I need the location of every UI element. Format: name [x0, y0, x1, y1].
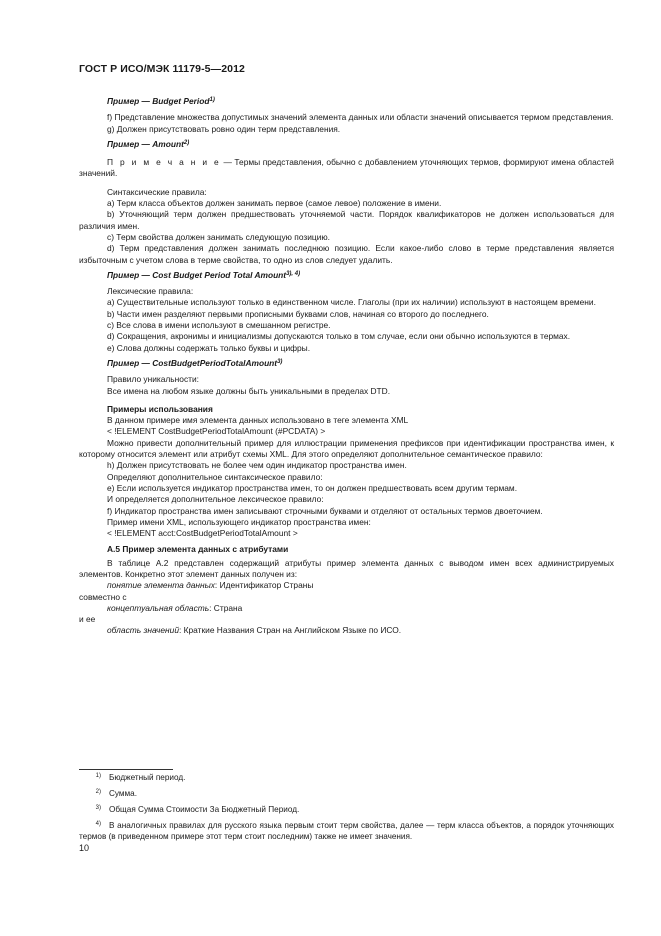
uniqueness-title: Правило уникальности: — [107, 374, 199, 385]
note: П р и м е ч а н и е — Термы представления, обычно с добавлением уточняющих термов, формируют имена областей значений. — [79, 157, 614, 179]
usage-rule-f: f) Индикатор пространства имен записывают строчными буквами и отделяют от остальных термов двоеточием. — [107, 505, 543, 516]
usage-rule-e: e) Если используется индикатор пространства имен, то он должен предшествовать всем другим термам. — [107, 482, 518, 493]
example-camelcase: Пример — CostBudgetPeriodTotalAmount$^{3)}$ — [107, 357, 283, 368]
usage-line-4: Определяют дополнительное синтаксическое правило: — [107, 471, 323, 482]
uniqueness-text: Все имена на любом языке должны быть уникальными в пределах DTD. — [107, 385, 391, 396]
section-a5-text: В таблице А.2 представлен содержащий атрибуты пример элемента данных с выводом имен всех администрируемых элементов. Конкретно этот элемент данных получен из: — [79, 557, 614, 579]
usage-rule-h: h) Должен присутствовать не более чем один индикатор пространства имен. — [107, 460, 407, 471]
lexical-rule-e: e) Слова должны содержать только буквы и цифры. — [107, 342, 311, 353]
lexical-rules-title: Лексические правила: — [107, 286, 194, 297]
lexical-rule-c: c) Все слова в имени используют в смешанном регистре. — [107, 320, 331, 331]
standard-header: ГОСТ Р ИСО/МЭК 11179-5—2012 — [79, 63, 245, 75]
footnote: 4) В аналогичных правилах для русского языка первым стоит терм свойства, далее — терм класса объектов, а порядок уточняющих термов (в приведенном примере этот терм стоит последним) также не имеет значения. — [79, 821, 614, 841]
syntax-rules-title: Синтаксические правила: — [107, 186, 207, 197]
lexical-rule-d: d) Сокращения, акронимы и инициализмы допускаются только в том случае, если они обычно используются в термах. — [107, 331, 571, 342]
footnote: 1) Бюджетный период. — [95, 773, 186, 782]
footnote-divider — [79, 769, 173, 770]
a5-together-line: совместно с — [79, 591, 127, 602]
footnotes — [79, 772, 614, 847]
section-a5-title: A.5 Пример элемента данных с атрибутами — [107, 544, 289, 555]
a5-and-line: и ее — [79, 614, 96, 625]
usage-xml-2: < !ELEMENT acct:CostBudgetPeriodTotalAmount > — [107, 528, 298, 539]
a5-value-domain-line: область значений: Краткие Названия Стран на Английском Языке по ИСО. — [107, 625, 402, 636]
rule-f: f) Представление множества допустимых значений элемента данных или области значений описывается термом представления. — [107, 112, 614, 123]
usage-line-5: И определяется дополнительное лексическое правило: — [107, 494, 324, 505]
usage-examples-title: Примеры использования — [107, 403, 213, 414]
a5-conceptual-domain-line: концептуальная область: Страна — [107, 602, 243, 613]
usage-line-3: Можно привести дополнительный пример для иллюстрации применения префиксов при идентификации пространства имен, к которому относится элемент или атрибут схемы XML. Для этого определяют дополнительное семантическое правило: — [79, 437, 614, 460]
lexical-rule-a: а) Существительные используют только в единственном числе. Глаголы (при их наличии) используют в настоящем времени. — [107, 297, 596, 308]
syntax-rule-d: d) Терм представления должен занимать последнюю позицию. Если какое-либо слово в терме представления является избыточным с учетом слова в терме свойства, то одно из слов следует удалить. — [79, 243, 614, 265]
syntax-rule-b: b) Уточняющий терм должен предшествовать уточняемой части. Порядок квалификаторов не должен использоваться для различия имен. — [79, 209, 614, 231]
example-budget-period: Пример — Budget Period$^{1)}$ — [107, 96, 215, 106]
footnote: 3) Общая Сумма Стоимости За Бюджетный Период. — [95, 805, 300, 814]
usage-line-1: В данном примере имя элемента данных использовано в теге элемента XML — [107, 415, 409, 426]
example-amount: Пример — Amount$^{2)}$ — [107, 138, 190, 149]
page-body — [79, 92, 614, 637]
usage-line-6: Пример имени XML, использующего индикатор пространства имен: — [107, 516, 371, 527]
example-cost-budget: Пример — Cost Budget Period Total Amount$^{3), 4)}$ — [107, 269, 301, 280]
syntax-rule-c: c) Терм свойства должен занимать следующую позицию. — [107, 231, 330, 242]
a5-concept-line: понятие элемента данных: Идентификатор Страны — [107, 580, 314, 591]
lexical-rule-b: b) Части имен разделяют первыми прописными буквами слов, начиная со второго до последнего. — [107, 308, 489, 319]
page-number: 10 — [79, 843, 90, 853]
rule-g: g) Должен присутствовать ровно один терм представления. — [107, 123, 341, 134]
syntax-rule-a: а) Терм класса объектов должен занимать первое (самое левое) положение в имени. — [107, 198, 442, 209]
usage-xml-1: < !ELEMENT CostBudgetPeriodTotalAmount (#PCDATA) > — [107, 426, 326, 437]
footnote: 2) Сумма. — [95, 789, 138, 798]
